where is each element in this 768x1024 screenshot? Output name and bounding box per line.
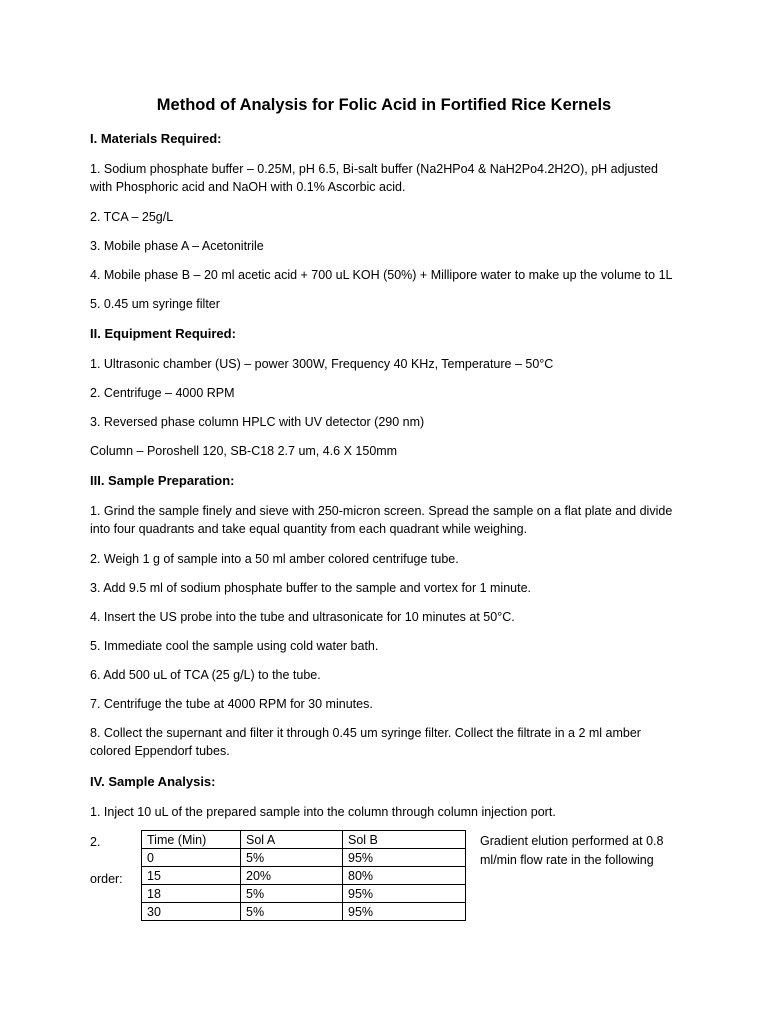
table-cell: 18	[142, 885, 241, 903]
section-heading-materials: I. Materials Required:	[90, 131, 222, 146]
analysis-item-1: 1. Inject 10 uL of the prepared sample into the column through column injection port.	[90, 805, 556, 819]
equipment-item-1: 1. Ultrasonic chamber (US) – power 300W, Frequency 40 KHz, Temperature – 50°C	[90, 357, 554, 371]
table-cell: 30	[142, 903, 241, 921]
preparation-item-7: 7. Centrifuge the tube at 4000 RPM for 30 minutes.	[90, 697, 373, 711]
table-row	[142, 867, 466, 885]
section-heading-analysis: IV. Sample Analysis:	[90, 774, 216, 789]
preparation-item-8: 8. Collect the supernant and filter it through 0.45 um syringe filter. Collect the filtrate in a 2 ml amber colored Eppendorf tubes.	[90, 726, 641, 758]
materials-item-5: 5. 0.45 um syringe filter	[90, 297, 220, 311]
table-cell: 95%	[343, 903, 466, 921]
preparation-item-1: 1. Grind the sample finely and sieve with 250-micron screen. Spread the sample on a flat plate and divide into four quadrants and take equal quantity from each quadrant while weighing.	[90, 504, 673, 536]
materials-item-4: 4. Mobile phase B – 20 ml acetic acid + 700 uL KOH (50%) + Millipore water to make up the volume to 1L	[90, 268, 673, 282]
table-cell: 5%	[241, 885, 343, 903]
table-cell: 5%	[241, 849, 343, 867]
preparation-item-2: 2. Weigh 1 g of sample into a 50 ml amber colored centrifuge tube.	[90, 552, 459, 566]
table-header-sol-b: Sol B	[343, 831, 466, 849]
table-header-row	[142, 831, 466, 849]
analysis-item-2-text: Gradient elution performed at 0.8 ml/min flow rate in the following	[480, 834, 664, 867]
preparation-item-6: 6. Add 500 uL of TCA (25 g/L) to the tube.	[90, 668, 321, 682]
table-header-time: Time (Min)	[142, 831, 241, 849]
table-header-sol-a: Sol A	[241, 831, 343, 849]
table-cell: 95%	[343, 849, 466, 867]
section-heading-preparation: III. Sample Preparation:	[90, 473, 235, 488]
table-row	[142, 885, 466, 903]
table-cell: 5%	[241, 903, 343, 921]
analysis-item-2-number: 2.	[90, 835, 101, 849]
table-cell: 95%	[343, 885, 466, 903]
preparation-item-3: 3. Add 9.5 ml of sodium phosphate buffer to the sample and vortex for 1 minute.	[90, 581, 532, 595]
table-row	[142, 903, 466, 921]
gradient-table	[141, 830, 466, 921]
equipment-item-3: 3. Reversed phase column HPLC with UV detector (290 nm)	[90, 415, 425, 429]
table-cell: 20%	[241, 867, 343, 885]
section-heading-equipment: II. Equipment Required:	[90, 326, 236, 341]
materials-item-1: 1. Sodium phosphate buffer – 0.25M, pH 6.5, Bi-salt buffer (Na2HPo4 & NaH2Po4.2H2O), pH adjusted with Phosphoric acid and NaOH with 0.1% Ascorbic acid.	[90, 162, 658, 194]
preparation-item-5: 5. Immediate cool the sample using cold water bath.	[90, 639, 379, 653]
materials-item-2: 2. TCA – 25g/L	[90, 210, 174, 224]
equipment-column-spec: Column – Poroshell 120, SB-C18 2.7 um, 4.6 X 150mm	[90, 444, 398, 458]
preparation-item-4: 4. Insert the US probe into the tube and ultrasonicate for 10 minutes at 50°C.	[90, 610, 515, 624]
document-title: Method of Analysis for Folic Acid in Fortified Rice Kernels	[156, 96, 612, 114]
table-cell: 80%	[343, 867, 466, 885]
equipment-item-2: 2. Centrifuge – 4000 RPM	[90, 386, 235, 400]
analysis-item-2-order: order:	[90, 872, 123, 886]
table-cell: 15	[142, 867, 241, 885]
table-row	[142, 849, 466, 867]
table-cell: 0	[142, 849, 241, 867]
materials-item-3: 3. Mobile phase A – Acetonitrile	[90, 239, 264, 253]
